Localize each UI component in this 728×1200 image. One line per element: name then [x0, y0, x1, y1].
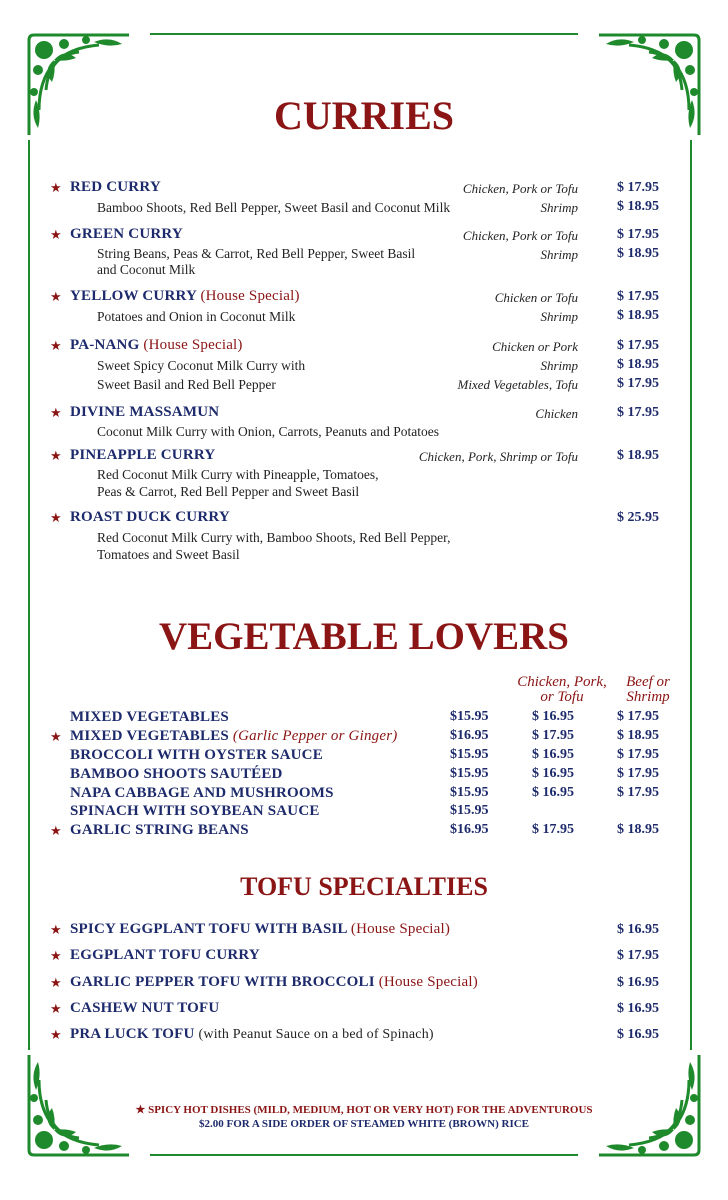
item-name: ROAST DUCK CURRY	[70, 509, 230, 525]
house-special-label: (House Special)	[143, 337, 243, 353]
menu-item-name	[70, 288, 300, 305]
frame-left-line	[28, 140, 30, 1050]
column-header-line: Chicken, Pork,	[517, 674, 607, 690]
menu-item-name	[70, 404, 219, 421]
tofu-item-price: $ 16.95	[617, 1001, 659, 1016]
frame-bottom-line	[150, 1154, 578, 1156]
menu-item-option: Mixed Vegetables, Tofu	[457, 377, 578, 392]
item-name: CASHEW NUT TOFU	[70, 1000, 220, 1016]
item-name: MIXED VEGETABLES	[70, 728, 229, 744]
tofu-item-name	[70, 974, 478, 991]
item-name: YELLOW CURRY	[70, 288, 197, 304]
tofu-item-price: $ 16.95	[617, 975, 659, 990]
spicy-star-icon: ★	[50, 1001, 62, 1016]
menu-item-price: $ 25.95	[617, 510, 659, 525]
veg-price-chicken: $ 17.95	[532, 728, 574, 743]
veg-price-beef: $ 17.95	[617, 709, 659, 724]
star-icon: ★	[135, 1104, 149, 1116]
item-name: SPICY EGGPLANT TOFU WITH BASIL	[70, 921, 347, 937]
footer-spicy-note	[0, 1103, 728, 1116]
menu-item-option: Shrimp	[540, 309, 578, 324]
menu-item-description: Red Coconut Milk Curry with Pineapple, Tomatoes,	[97, 467, 379, 482]
section-title-curries: CURRIES	[273, 93, 455, 138]
menu-item-description: Peas & Carrot, Red Bell Pepper and Sweet Basil	[97, 484, 360, 499]
menu-item-name	[70, 226, 183, 243]
menu-item-description: Tomatoes and Sweet Basil	[97, 547, 240, 562]
column-header-line: or Tofu	[540, 689, 584, 705]
menu-item-option: Chicken, Pork, Shrimp or Tofu	[418, 449, 578, 464]
spicy-star-icon: ★	[50, 510, 62, 525]
spicy-star-icon: ★	[50, 729, 62, 744]
footer-line-1: SPICY HOT DISHES (MILD, MEDIUM, HOT OR VERY HOT) FOR THE ADVENTUROUS	[148, 1104, 593, 1116]
veg-item-name: SPINACH WITH SOYBEAN SAUCE	[70, 803, 320, 819]
menu-item-price: $ 17.95	[617, 227, 659, 242]
veg-item-name: NAPA CABBAGE AND MUSHROOMS	[70, 785, 334, 801]
menu-item-description: Sweet Spicy Coconut Milk Curry with	[97, 358, 306, 373]
veg-item-name: BROCCOLI WITH OYSTER SAUCE	[70, 747, 323, 763]
item-name: DIVINE MASSAMUN	[70, 404, 220, 420]
veg-item-name	[70, 728, 397, 745]
house-special-label: (House Special)	[200, 288, 300, 304]
tofu-item-price: $ 17.95	[617, 948, 659, 963]
veg-price-base: $15.95	[450, 747, 489, 762]
house-special-label: (House Special)	[378, 974, 478, 990]
tofu-item-name	[70, 1026, 434, 1043]
menu-item-price: $ 17.95	[617, 405, 659, 420]
veg-price-chicken: $ 16.95	[532, 785, 574, 800]
tofu-item-note: (with Peanut Sauce on a bed of Spinach)	[198, 1027, 434, 1042]
spicy-star-icon: ★	[50, 948, 62, 963]
spicy-star-icon: ★	[50, 975, 62, 990]
veg-price-base: $15.95	[450, 803, 489, 818]
veg-price-chicken: $ 16.95	[532, 747, 574, 762]
veg-item-name: MIXED VEGETABLES	[70, 709, 229, 725]
tofu-item-name	[70, 921, 450, 938]
veg-item-note: (Garlic Pepper or Ginger)	[232, 728, 398, 744]
menu-item-description: Potatoes and Onion in Coconut Milk	[97, 309, 296, 324]
item-name: PA-NANG	[70, 337, 140, 353]
veg-price-base: $16.95	[450, 728, 489, 743]
tofu-item-price: $ 16.95	[617, 922, 659, 937]
spicy-star-icon: ★	[50, 289, 62, 304]
veg-price-chicken: $ 16.95	[532, 709, 574, 724]
menu-item-name	[70, 447, 215, 464]
menu-item-description: Red Coconut Milk Curry with, Bamboo Shoots, Red Bell Pepper,	[97, 530, 451, 545]
item-name: EGGPLANT TOFU CURRY	[70, 947, 260, 963]
menu-item-price: $ 18.95	[617, 308, 659, 323]
item-name: PINEAPPLE CURRY	[70, 447, 216, 463]
veg-price-beef: $ 18.95	[617, 728, 659, 743]
tofu-item-name	[70, 947, 260, 964]
section-title-tofu-specialties: TOFU SPECIALTIES	[240, 872, 488, 901]
veg-price-beef: $ 18.95	[617, 822, 659, 837]
veg-price-chicken: $ 16.95	[532, 766, 574, 781]
menu-item-option: Chicken or Tofu	[494, 290, 578, 305]
menu-item-option: Chicken, Pork or Tofu	[462, 228, 578, 243]
item-name: GREEN CURRY	[70, 226, 183, 242]
spicy-star-icon: ★	[50, 922, 62, 937]
menu-item-price: $ 17.95	[617, 180, 659, 195]
spicy-star-icon: ★	[50, 338, 62, 353]
menu-item-price: $ 18.95	[617, 357, 659, 372]
item-name: PRA LUCK TOFU	[70, 1026, 195, 1042]
menu-item-option: Shrimp	[540, 247, 578, 262]
column-header-line: Beef or	[626, 674, 670, 690]
menu-item-price: $ 18.95	[617, 246, 659, 261]
spicy-star-icon: ★	[50, 1027, 62, 1042]
item-name: RED CURRY	[70, 179, 161, 195]
spicy-star-icon: ★	[50, 448, 62, 463]
menu-item-name	[70, 179, 161, 196]
tofu-item-name	[70, 1000, 219, 1017]
veg-price-base: $16.95	[450, 822, 489, 837]
veg-item-name: GARLIC STRING BEANS	[70, 822, 249, 838]
menu-item-price: $ 17.95	[617, 289, 659, 304]
veg-price-chicken: $ 17.95	[532, 822, 574, 837]
item-name: GARLIC PEPPER TOFU WITH BROCCOLI	[70, 974, 375, 990]
tofu-item-price: $ 16.95	[617, 1027, 659, 1042]
frame-top-line	[150, 33, 578, 35]
menu-item-option: Chicken	[535, 406, 578, 421]
spicy-star-icon: ★	[50, 227, 62, 242]
veg-price-base: $15.95	[450, 709, 489, 724]
menu-item-description: Bamboo Shoots, Red Bell Pepper, Sweet Basil and Coconut Milk	[97, 200, 451, 215]
menu-item-price: $ 18.95	[617, 448, 659, 463]
veg-price-base: $15.95	[450, 785, 489, 800]
frame-right-line	[690, 140, 692, 1050]
spicy-star-icon: ★	[50, 405, 62, 420]
menu-item-description: String Beans, Peas & Carrot, Red Bell Pepper, Sweet Basil	[97, 246, 416, 261]
column-header-line: Shrimp	[626, 689, 670, 705]
footer-rice-note: $2.00 FOR A SIDE ORDER OF STEAMED WHITE (BROWN) RICE	[198, 1118, 530, 1130]
veg-item-name: BAMBOO SHOOTS SAUTÉED	[70, 766, 283, 782]
menu-item-name	[70, 509, 230, 526]
house-special-label: (House Special)	[350, 921, 451, 937]
menu-item-price: $ 17.95	[617, 376, 659, 391]
column-header-chicken-pork-tofu	[510, 675, 614, 705]
veg-price-base: $15.95	[450, 766, 489, 781]
veg-price-beef: $ 17.95	[617, 747, 659, 762]
spicy-star-icon: ★	[50, 180, 62, 195]
veg-price-beef: $ 17.95	[617, 766, 659, 781]
menu-item-option: Chicken, Pork or Tofu	[462, 181, 578, 196]
menu-item-option: Chicken or Pork	[492, 339, 578, 354]
menu-item-description: Sweet Basil and Red Bell Pepper	[97, 377, 276, 392]
menu-item-price: $ 17.95	[617, 338, 659, 353]
menu-item-name	[70, 337, 243, 354]
spicy-star-icon: ★	[50, 823, 62, 838]
menu-item-option: Shrimp	[540, 358, 578, 373]
menu-item-description: and Coconut Milk	[97, 262, 196, 277]
veg-price-beef: $ 17.95	[617, 785, 659, 800]
section-title-vegetable-lovers: VEGETABLE LOVERS	[159, 615, 569, 658]
menu-item-description: Coconut Milk Curry with Onion, Carrots, Peanuts and Potatoes	[97, 424, 439, 439]
column-header-beef-shrimp	[616, 675, 680, 705]
menu-item-option: Shrimp	[540, 200, 578, 215]
menu-item-price: $ 18.95	[617, 199, 659, 214]
